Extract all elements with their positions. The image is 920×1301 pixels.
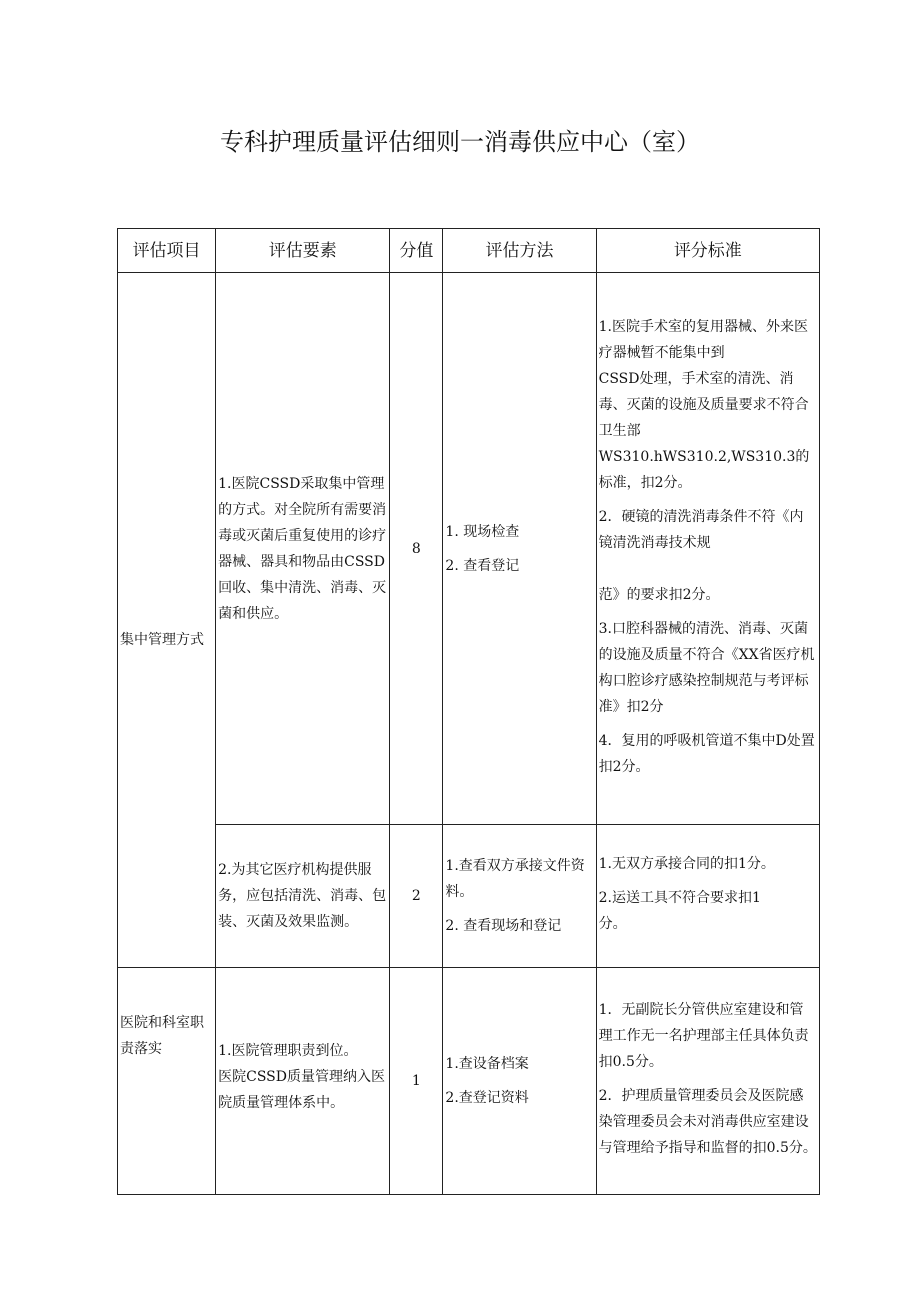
- header-score: 分值: [390, 229, 443, 273]
- item-cell: 集中管理方式: [118, 273, 216, 968]
- criteria-line: 2．护理质量管理委员会及医院感染管理委员会未对消毒供应室建设与管理给予指导和监督的扣0.5分。: [598, 1088, 817, 1156]
- criteria-line: 4．复用的呼吸机管道不集中D处置扣2分。: [598, 732, 815, 775]
- method-line: 1. 现场检查: [445, 523, 520, 540]
- item-cell: 医院和科室职责落实: [118, 968, 216, 1195]
- table-row: [118, 273, 820, 825]
- criteria-cell: [596, 968, 819, 1195]
- method-cell: [443, 273, 596, 825]
- evaluation-table: [117, 228, 820, 1195]
- table-row: [118, 968, 820, 1195]
- header-criteria: 评分标准: [596, 229, 819, 273]
- table-header-row: [118, 229, 820, 273]
- criteria-line: 1.无双方承接合同的扣1分。: [598, 856, 775, 872]
- header-item: 评估项目: [118, 229, 216, 273]
- criteria-cell: [596, 825, 819, 968]
- header-element: 评估要素: [216, 229, 390, 273]
- score-cell: 8: [390, 273, 443, 825]
- criteria-cell: [596, 273, 819, 825]
- criteria-line: 3.口腔科器械的清洗、消毒、灭菌的设施及质量不符合《XX省医疗机构口腔诊疗感染控制规范与考评标准》扣2分: [598, 620, 815, 715]
- element-cell: 1.医院管理职责到位。 医院CSSD质量管理纳入医院质量管理体系中。: [216, 968, 390, 1195]
- element-cell: 2.为其它医疗机构提供服务，应包括清洗、消毒、包装、灭菌及效果监测。: [216, 825, 390, 968]
- method-cell: [443, 825, 596, 968]
- table-row: [118, 825, 820, 968]
- criteria-line: 1.医院手术室的复用器械、外来医疗器械暂不能集中到 CSSD处理，手术室的清洗、消毒、灭菌的设施及质量要求不符合卫生部 WS310.hWS310.2,WS310.3的标准，扣2分。: [598, 318, 810, 491]
- criteria-line: 2.运送工具不符合要求扣1 分。: [598, 890, 761, 932]
- element-cell: 1.医院CSSD采取集中管理的方式。对全院所有需要消毒或灭菌后重复使用的诊疗器械、器具和物品由CSSD回收、集中清洗、消毒、灭菌和供应。: [216, 273, 390, 825]
- method-line: 2. 查看现场和登记: [445, 918, 562, 934]
- criteria-line: 2．硬镜的清洗消毒条件不符《内镜清洗消毒技术规 范》的要求扣2分。: [598, 508, 804, 603]
- method-line: 2. 查看登记: [445, 557, 520, 574]
- method-line: 1.查设备档案: [445, 1056, 529, 1072]
- score-cell: 2: [390, 825, 443, 968]
- header-method: 评估方法: [443, 229, 596, 273]
- method-cell: [443, 968, 596, 1195]
- criteria-line: 1．无副院长分管供应室建设和管理工作无一名护理部主任具体负责扣0.5分。: [598, 1002, 809, 1070]
- page-title: 专科护理质量评估细则一消毒供应中心（室）: [220, 128, 700, 156]
- method-line: 2.查登记资料: [445, 1090, 529, 1106]
- method-line: 1.查看双方承接文件资料。: [445, 858, 585, 900]
- score-cell: 1: [390, 968, 443, 1195]
